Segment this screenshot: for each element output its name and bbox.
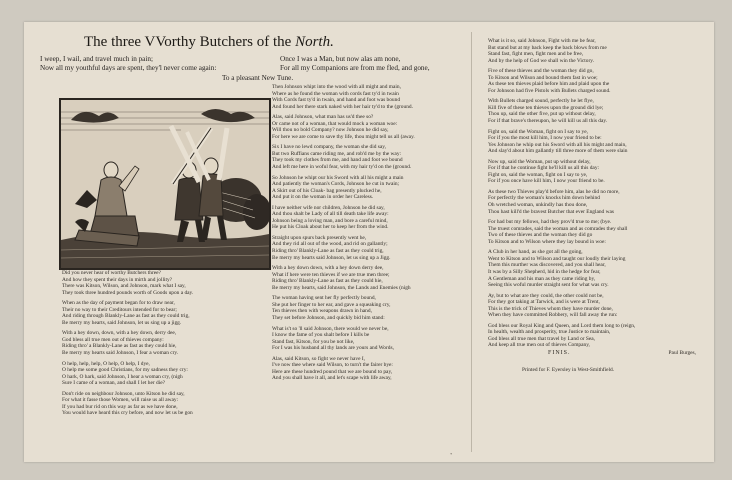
column-middle-text xyxy=(272,84,468,382)
text-line: But two Ruffians came riding me, and rob'd me by the way: xyxy=(272,150,402,157)
text-line: With Cords fast ty'd in twain, and hand and foot was bound xyxy=(272,97,401,104)
text-line: Johnson being a loving man, and bore a careful mind, xyxy=(272,217,388,224)
text-line: Here are these hundred pound that we are bound to pay, xyxy=(272,368,393,375)
text-line: Fight on, said the Woman, fight on I say to ye, xyxy=(488,128,588,135)
text-line: Ten thieves then with weapons drawn in hand, xyxy=(272,308,372,315)
text-line: I know the fame of you shalt before I kills be xyxy=(272,332,370,339)
text-line: For had but my fellows, had they prov'd true to me; (bye. xyxy=(488,219,612,226)
text-line: God bless all true men out of thieves company: xyxy=(62,336,164,343)
text-line: Them this murther was discovered, and you shall hear, xyxy=(488,262,606,269)
title-main: The three VVorthy Butchers of the xyxy=(84,34,296,50)
text-line: For perfectly the woman's knocks him down behind xyxy=(488,195,600,202)
text-line: With Bullets charged sound, perfectly he let flye, xyxy=(488,98,594,105)
text-line: They took three hundred pounds worth of Goods upon a day. xyxy=(62,289,194,296)
text-line: To Kitson and to Wilson where they lay bound in woe: xyxy=(488,238,606,245)
text-line: But stand but at my back keep the back blows from me xyxy=(488,44,607,51)
tune-left-line-1: I weep, I wail, and travel much in pain; xyxy=(40,55,153,63)
text-line: With a hey down, down, with a hey down, derry dee, xyxy=(62,330,177,337)
text-line: I've now thee where said Wilson, to turn't the fairer bye: xyxy=(272,362,393,369)
text-line: It was by a Silly Shepherd, hid in the hedge for fear, xyxy=(488,268,601,275)
text-line: Be merry my hearts said Johnson, let us sing up a Jigg. xyxy=(272,254,391,261)
text-line: Be merry my hearts said Johnson, I fear a woman cry. xyxy=(62,350,179,357)
text-line: Straight upon spurs back presently went he, xyxy=(272,234,367,241)
text-line: O hark, O hark, said Johnson, I hear a woman cry, (nigh xyxy=(62,373,183,380)
text-line: I have neither wife nor children, Johnson he did say, xyxy=(272,204,385,211)
text-line: The truest comrades, said the woman and as comrades they shall xyxy=(488,225,628,232)
text-line: To Kitson and Wilson and bound them fast in woe; xyxy=(488,74,598,81)
text-line: Alas, said Johnson, what man has us'd thee so? xyxy=(272,114,374,121)
text-line: O help me some good Christians, for my sadness they cry: xyxy=(62,367,188,374)
text-line: If you had bur rid on this way as far as we have done, xyxy=(62,403,178,410)
broadside-sheet xyxy=(24,22,714,462)
text-line: The woman having sent her fly perfectly bound, xyxy=(272,295,376,302)
text-line: Stand fast, Kitson, for you be not like, xyxy=(272,338,355,345)
text-line: Sure I came of a woman, and shall I let her die? xyxy=(62,380,165,387)
text-line: There was Kitson, Wilson, and Johnson, mark what I say, xyxy=(62,283,186,290)
text-line: For if that he continue fight he'll kill us all this day: xyxy=(488,165,600,172)
tune-right-line-2: For all my Companions are from me fled, and gone, xyxy=(280,64,430,72)
text-line: Riding thro' Blankly-Lane as fast as they could trig, xyxy=(272,248,384,255)
text-line: Yes Johnson he whip out his Sword with all his might and main, xyxy=(488,141,627,148)
text-line: Kill five of these ten thieves upon the ground did lye; xyxy=(488,104,604,111)
text-line: For if that brave's thereupon, he will kill us all this day. xyxy=(488,118,608,125)
tune-center-line: To a pleasant New Tune. xyxy=(222,74,294,82)
text-line: And you shall have it all, and let's scape with life away, xyxy=(272,375,392,382)
woodcut-image xyxy=(61,100,269,268)
text-line: For Johnson had five Pistols with Bullets charged sound. xyxy=(488,87,611,94)
text-line: And keep all true men out of thieves Company, xyxy=(488,342,590,349)
text-line: When as the day of payment began for to draw near, xyxy=(62,300,175,307)
text-line: Thou hast kill'd the bravest Butcher that ever England was xyxy=(488,208,614,215)
text-line: This is the trick of Thieves whom they have murder done, xyxy=(488,305,613,312)
text-line: So Johnson he whipt our his Sword with all his might a main xyxy=(272,174,404,181)
text-line: With a hey down down, with a hey down derry dee, xyxy=(272,265,384,272)
text-line: For they got taking at Tarwick, and is were at Trent, xyxy=(488,299,600,306)
text-line: Riding thro' a Blankly-Lane as fast as they could hie, xyxy=(62,343,177,350)
text-line: Six I have no lewd company, the woman she did say, xyxy=(272,144,386,151)
imprint: Printed for F. Eyersley in West-Smithfield. xyxy=(522,366,615,373)
text-line: And thou shalt be Lady of all till death take life away: xyxy=(272,211,389,218)
text-line: Thou up, said the other five, put up without delay, xyxy=(488,111,596,118)
text-line: And by the help of God we shall win the Victory. xyxy=(488,57,594,64)
text-line: Their no way to their Creditours intended for to bear; xyxy=(62,306,177,313)
text-line: A Club in her hand, as she got all the going, xyxy=(488,249,583,256)
text-line: As these two Thieves play'd before him, alas he did no more, xyxy=(488,188,620,195)
text-line: Now up, said the Woman, put up without delay, xyxy=(488,158,591,165)
text-line: They set before Johnson, and quickly bid him stand: xyxy=(272,314,385,321)
text-line: For if you once have kill him, I now your friend to be. xyxy=(488,178,605,185)
text-line: Or came not of a woman, that would mock a woman woe: xyxy=(272,120,398,127)
text-line: Fight on, said the woman, fight on I say to ye, xyxy=(488,171,588,178)
text-line: And found her there stark naked with her hair ty'd to the (ground. xyxy=(272,103,413,110)
text-line: And put it on the woman in order her Careless. xyxy=(272,194,374,201)
text-line: For if you the most kill him, I now your friend to be: xyxy=(488,135,602,142)
text-line: What is it so, said Johnson, Fight with me be fear, xyxy=(488,38,596,44)
title-north: North. xyxy=(295,34,334,50)
text-line: When they have committed Robbery, will fall away the run: xyxy=(488,312,618,319)
tune-left-line-2: Now all my youthful days are spent, they'l never come again: xyxy=(40,64,217,72)
text-line: God bless all true men that travel by Land or Sea, xyxy=(488,335,596,342)
text-line: Two of these thieves and the woman they did go xyxy=(488,232,593,239)
text-line: Riding thro' Blankly-Lane as fast as they could hie, xyxy=(272,278,383,285)
signature: Paul Burges, xyxy=(668,349,696,356)
text-line: And patiently the woman's Cords, Johnson he cut in twain; xyxy=(272,181,400,188)
text-line: Went to Kitson and to Wilson and taught our loudly their laying xyxy=(488,255,626,262)
text-line: He put his Cloak about her to keep her from the wind. xyxy=(272,224,389,231)
text-line: She put her finger to her ear, and gave a squeaking cry, xyxy=(272,301,391,308)
text-line: A Gentleman and his man as they came riding by, xyxy=(488,275,596,282)
text-line: They took my clothes from me, and hand and foot we bound xyxy=(272,157,403,164)
column-divider xyxy=(471,32,472,452)
text-line: Be merry my hearts, said Johnson, the Lands and Enemies (nigh xyxy=(272,284,411,291)
text-line: Oh wretched woman, unkindly has thou done, xyxy=(488,202,588,209)
tune-right-line-1: Once I was a Man, but now alas am none, xyxy=(280,55,401,63)
column-left-text xyxy=(62,270,267,417)
text-line: And riding through Blankly-Lane as fast as they could trig, xyxy=(62,313,190,320)
text-line: Seeing this woful murder straight sent for what was cry. xyxy=(488,282,609,289)
text-line: God bless our Royal King and Queen, and Lord them long to (reign, xyxy=(488,322,636,329)
ballad-title xyxy=(84,34,414,51)
column-right-text xyxy=(488,38,702,374)
page-mark: * xyxy=(450,452,453,457)
text-line: What if here were ten thieves if we are true men three; xyxy=(272,271,390,278)
text-line: For I was his husband all thy lands are yours and Words, xyxy=(272,345,394,352)
text-line: And they rid all out of the wood, and rid on gallantly; xyxy=(272,241,388,248)
text-line: And slay'd about him gallantly till three more of them were slain xyxy=(488,148,628,155)
text-line: Stand fast, fight men, fight men and be free, xyxy=(488,51,584,58)
text-line: Where as he found the woman with cords fast ty'd in twain xyxy=(272,90,399,97)
finis-mark: FINIS. xyxy=(548,349,571,356)
text-line: What is't so 'll said Johnson, there would we never be, xyxy=(272,325,389,332)
text-line: A Skirt out of his Cloak- bag presently plucked he, xyxy=(272,187,382,194)
text-line: Will thou no bold Company? now Johnson he did say, xyxy=(272,127,389,134)
text-line: Ay, but to what are they could, the other could not be, xyxy=(488,292,604,299)
text-line: Then Johnson whipt into the wood with all might and main, xyxy=(272,84,401,90)
text-line: For here we are come to save thy life, thou might tell us all (away. xyxy=(272,133,415,140)
text-line: For what it fasse those Women, will raise us all away: xyxy=(62,397,179,404)
text-line: In health, wealth and prosperity, true Justice to maintain, xyxy=(488,329,611,336)
text-line: You would have heard this cry before, and now let us be gon xyxy=(62,410,193,417)
text-line: Five of these thieves and the woman they did go, xyxy=(488,68,594,75)
text-line: Be merry my hearts, said Johnson, let us sing up a jigg. xyxy=(62,319,182,326)
text-line: Don't ride on neighbour Johnson, unto Kitson he did say, xyxy=(62,390,185,397)
text-line: As these ten thieves plaid before him and plaid upon the xyxy=(488,81,610,88)
text-line: And left me here in woful fear, with my hair ty'd on the (ground. xyxy=(272,164,412,171)
text-line: Did you never hear of worthy Butchers three? xyxy=(62,270,161,276)
text-line: Alas, said Kitson, so fight we never have I, xyxy=(272,355,365,362)
text-line: O help, help, help, O help, O help, I dye, xyxy=(62,360,150,367)
woodcut-illustration xyxy=(59,98,271,270)
text-line: And how they spent their days in mirth and jollity? xyxy=(62,276,173,283)
